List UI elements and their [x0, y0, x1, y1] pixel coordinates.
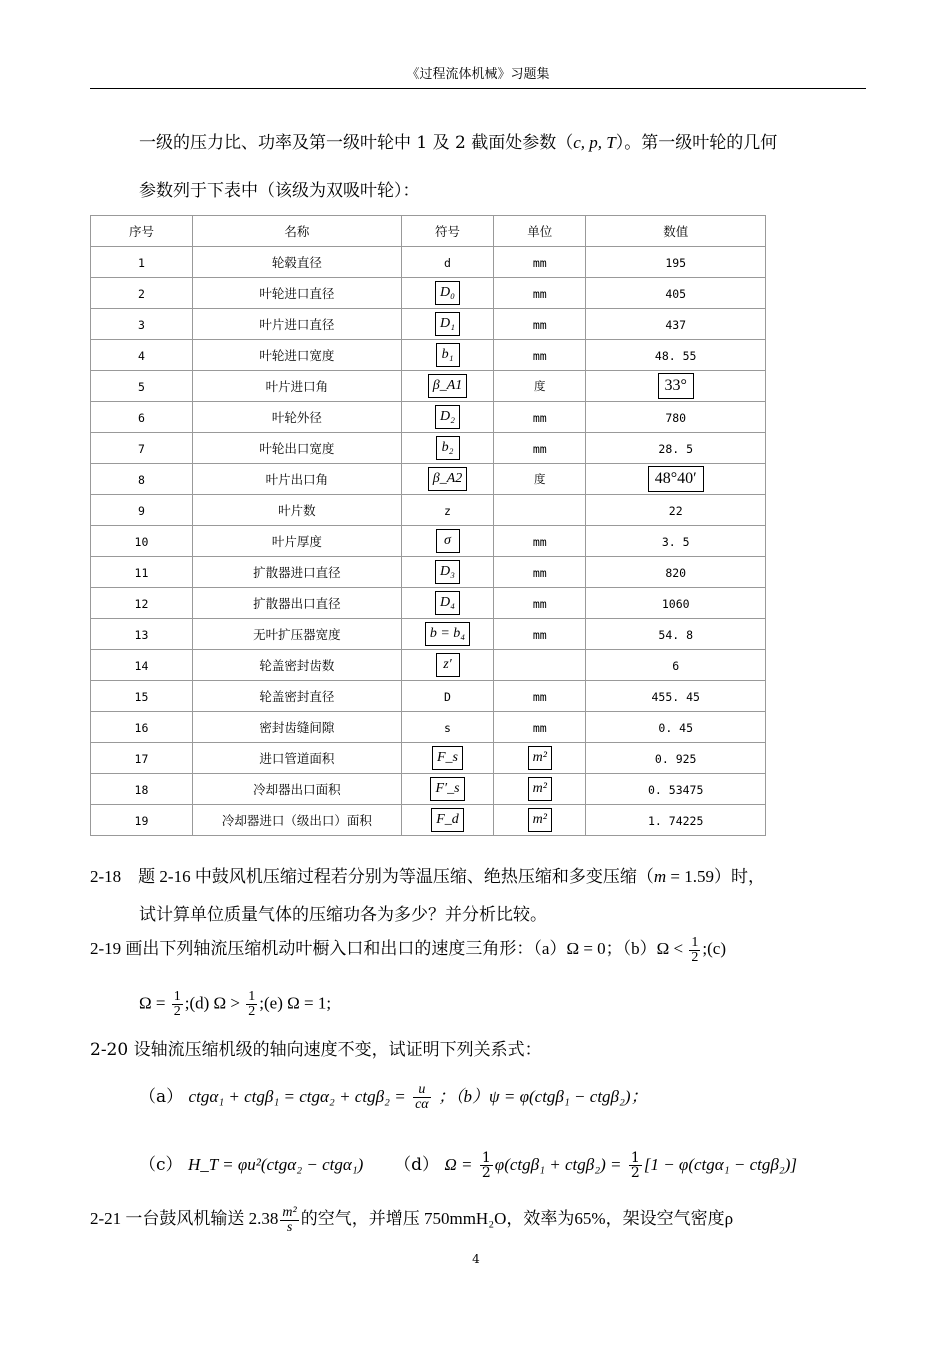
- eq-d-label: （d）: [394, 1155, 440, 1175]
- cell-no: [91, 526, 193, 557]
- cell-symbol-text: D₂: [435, 405, 460, 429]
- eq-d-omega: Ω =: [444, 1155, 473, 1174]
- cell-name: [192, 247, 401, 278]
- cell-symbol-text: b₁: [436, 343, 460, 367]
- cell-name: [192, 557, 401, 588]
- cell-symbol-text: z′: [436, 653, 460, 677]
- cell-symbol: [401, 526, 493, 557]
- cell-name-text: 叶轮出口宽度: [259, 441, 335, 456]
- intro-text-a: 一级的压力比、功率及第一级叶轮中 1 及 2 截面处参数（: [139, 133, 574, 153]
- cell-value-text: 22: [668, 503, 683, 518]
- cell-value: [586, 681, 766, 712]
- table-row: [91, 340, 766, 371]
- cell-no: [91, 774, 193, 805]
- p219-omega-eq: Ω =: [139, 993, 166, 1013]
- cell-name-text: 轮盖密封直径: [259, 689, 335, 704]
- cell-value-text: 48. 55: [654, 348, 697, 363]
- cell-unit: [494, 464, 586, 495]
- table-row: [91, 309, 766, 340]
- cell-unit: [494, 650, 586, 681]
- cell-symbol-text: D: [444, 689, 451, 704]
- cell-symbol: [401, 371, 493, 402]
- p219-text-b: ;(c): [702, 939, 726, 958]
- problem-2-21-line-1: [90, 1204, 733, 1235]
- cell-no-text: 7: [138, 441, 145, 456]
- p221-text-b: 的空气，并增压 750mmH₂O，效率为65%，架设空气密度ρ: [300, 1209, 734, 1228]
- intro-text-b: ）。第一级叶轮的几何: [615, 133, 778, 153]
- cell-symbol: [401, 805, 493, 836]
- p219-text-a: 2-19 画出下列轴流压缩机动叶橱入口和出口的速度三角形：（a）Ω = 0；（b）Ω <: [90, 939, 684, 958]
- cell-no-text: 14: [134, 658, 149, 673]
- cell-symbol-text: D₀: [435, 281, 460, 305]
- cell-symbol: [401, 402, 493, 433]
- cell-name: [192, 433, 401, 464]
- frac-den: 2: [173, 1004, 181, 1019]
- p218-mval: = 1.59: [666, 867, 714, 886]
- cell-unit: [494, 712, 586, 743]
- half-fraction: [689, 936, 700, 965]
- cell-no-text: 12: [134, 596, 149, 611]
- cell-no-text: 18: [134, 782, 149, 797]
- cell-no: [91, 278, 193, 309]
- cell-unit: [494, 495, 586, 526]
- intro-line-1: [139, 128, 777, 153]
- cell-name-text: 冷却器出口面积: [253, 782, 341, 797]
- half-fraction: [246, 990, 257, 1019]
- cell-value-text: 780: [665, 410, 687, 425]
- cell-name-text: 轮毂直径: [271, 255, 322, 270]
- equation-c-d: [139, 1150, 797, 1180]
- cell-symbol: [401, 247, 493, 278]
- cell-name-text: 扩散器进口直径: [253, 565, 341, 580]
- cell-unit: [494, 774, 586, 805]
- cell-no: [91, 247, 193, 278]
- frac-num: m²: [282, 1204, 297, 1220]
- cell-name-text: 叶片进口角: [265, 379, 329, 394]
- cell-no-text: 3: [138, 317, 145, 332]
- eq-c-label: （c）: [139, 1155, 183, 1175]
- table-row: [91, 557, 766, 588]
- cell-name: [192, 650, 401, 681]
- frac-den: s: [286, 1219, 293, 1235]
- eq-b-body: ；（b）ψ = φ(ctgβ₁ − ctgβ₂)；: [438, 1087, 648, 1106]
- cell-no: [91, 309, 193, 340]
- cell-unit: [494, 619, 586, 650]
- cell-name: [192, 464, 401, 495]
- cell-unit: [494, 309, 586, 340]
- cell-symbol: [401, 681, 493, 712]
- problem-2-20-line-1: 2-20 设轴流压缩机级的轴向速度不变，试证明下列关系式：: [90, 1040, 542, 1060]
- cell-name: [192, 681, 401, 712]
- cell-no-text: 4: [138, 348, 145, 363]
- cell-symbol-text: F_d: [431, 808, 464, 832]
- cell-symbol-text: D₁: [435, 312, 460, 336]
- frac-num: u: [413, 1083, 431, 1098]
- cell-unit-text: mm: [532, 565, 547, 580]
- frac-den: 2: [248, 1004, 256, 1019]
- cell-symbol: [401, 464, 493, 495]
- cell-symbol: [401, 309, 493, 340]
- cell-name: [192, 805, 401, 836]
- cell-name-text: 扩散器出口直径: [253, 596, 341, 611]
- cell-value: [586, 278, 766, 309]
- half-fraction: [480, 1151, 493, 1180]
- p219-omega-one: ;(e) Ω = 1;: [259, 993, 332, 1013]
- cell-value: [586, 433, 766, 464]
- table-row: [91, 650, 766, 681]
- cell-unit-text: mm: [532, 348, 547, 363]
- cell-value-text: 1060: [661, 596, 690, 611]
- cell-name: [192, 588, 401, 619]
- cell-no-text: 15: [134, 689, 149, 704]
- cell-no-text: 5: [138, 379, 145, 394]
- cell-name-text: 进口管道面积: [259, 751, 335, 766]
- header-value: 数值: [586, 216, 766, 247]
- table-row: [91, 774, 766, 805]
- cell-unit-text: mm: [532, 627, 547, 642]
- cell-no: [91, 743, 193, 774]
- cell-name: [192, 774, 401, 805]
- cell-symbol-text: σ: [436, 529, 460, 553]
- cell-name: [192, 743, 401, 774]
- cell-value-text: 437: [665, 317, 687, 332]
- table-row: [91, 433, 766, 464]
- cell-unit-text: 度: [534, 472, 546, 486]
- cell-unit: [494, 681, 586, 712]
- cell-name: [192, 340, 401, 371]
- cell-value: [586, 526, 766, 557]
- cell-no-text: 10: [134, 534, 149, 549]
- cell-name: [192, 526, 401, 557]
- cell-no-text: 8: [138, 472, 145, 487]
- table-row: [91, 371, 766, 402]
- cell-value-text: 48°40′: [648, 466, 704, 492]
- eq-a-body: ctgα₁ + ctgβ₁ = ctgα₂ + ctgβ₂ =: [188, 1087, 406, 1106]
- cell-no: [91, 712, 193, 743]
- cell-value-text: 820: [665, 565, 687, 580]
- cell-symbol: [401, 495, 493, 526]
- cell-unit-text: mm: [532, 317, 547, 332]
- table-body: [91, 247, 766, 836]
- cell-value-text: 54. 8: [658, 627, 694, 642]
- cell-no-text: 19: [134, 813, 149, 828]
- cell-no: [91, 433, 193, 464]
- table-row: [91, 588, 766, 619]
- cell-unit-text: mm: [532, 534, 547, 549]
- cell-value-text: 0. 925: [654, 751, 697, 766]
- cell-symbol: [401, 340, 493, 371]
- cell-value-text: 455. 45: [651, 689, 700, 704]
- problem-2-18-line-1: [90, 862, 765, 887]
- p218-text-a: 2-18 题 2-16 中鼓风机压缩过程若分别为等温压缩、绝热压缩和多变压缩（: [90, 867, 654, 886]
- u-over-c-fraction: [413, 1083, 431, 1112]
- cell-no: [91, 371, 193, 402]
- table-row: [91, 464, 766, 495]
- cell-unit-text: m²: [528, 746, 552, 770]
- cell-value: [586, 588, 766, 619]
- cell-value-text: 28. 5: [658, 441, 694, 456]
- cell-unit-text: mm: [532, 720, 547, 735]
- frac-num: 1: [248, 989, 256, 1004]
- cell-symbol: [401, 619, 493, 650]
- eq-a-label: （a）: [139, 1087, 184, 1107]
- cell-value-text: 405: [665, 286, 687, 301]
- p218-text-b: ）时，: [713, 867, 765, 886]
- cell-unit-text: mm: [532, 286, 547, 301]
- cell-value: [586, 712, 766, 743]
- cell-name-text: 叶轮外径: [271, 410, 322, 425]
- cell-no: [91, 650, 193, 681]
- header-unit: 单位: [494, 216, 586, 247]
- cell-value-text: 1. 74225: [648, 813, 704, 828]
- cell-no: [91, 495, 193, 526]
- cell-symbol: [401, 433, 493, 464]
- frac-den: 2: [630, 1165, 640, 1181]
- cell-symbol: [401, 588, 493, 619]
- table-row: [91, 247, 766, 278]
- cell-name: [192, 278, 401, 309]
- cell-no-text: 1: [138, 255, 145, 270]
- cell-unit-text: mm: [532, 596, 547, 611]
- cell-value-text: 33°: [658, 373, 694, 399]
- cell-value: [586, 619, 766, 650]
- cell-name-text: 叶轮进口宽度: [259, 348, 335, 363]
- cell-unit: [494, 805, 586, 836]
- cell-unit: [494, 526, 586, 557]
- cell-name-text: 叶片数: [278, 503, 316, 518]
- cell-symbol-text: b₂: [436, 436, 460, 460]
- equation-a-b: [139, 1082, 648, 1112]
- page-number: 4: [472, 1252, 480, 1266]
- cell-no: [91, 402, 193, 433]
- cell-unit-text: mm: [532, 441, 547, 456]
- frac-den: 2: [481, 1165, 491, 1181]
- cell-unit: [494, 278, 586, 309]
- frac-num: 1: [691, 934, 699, 950]
- cell-no-text: 2: [138, 286, 145, 301]
- cell-symbol: [401, 712, 493, 743]
- cell-unit: [494, 743, 586, 774]
- m2-per-s-fraction: [280, 1206, 298, 1235]
- cell-unit: [494, 247, 586, 278]
- cell-value: [586, 309, 766, 340]
- header-symbol: 符号: [401, 216, 493, 247]
- cell-name-text: 叶轮进口直径: [259, 286, 335, 301]
- table-row: [91, 805, 766, 836]
- table-header-row: [91, 216, 766, 247]
- cell-value-text: 0. 45: [658, 720, 694, 735]
- cell-value-text: 0. 53475: [648, 782, 704, 797]
- cell-symbol: [401, 278, 493, 309]
- problem-2-19-line-2: [139, 990, 331, 1019]
- frac-den: 2: [691, 949, 699, 965]
- cell-value-text: 195: [665, 255, 687, 270]
- half-fraction: [629, 1151, 642, 1180]
- cell-name: [192, 371, 401, 402]
- cell-value: [586, 774, 766, 805]
- cell-unit: [494, 588, 586, 619]
- frac-den: cα: [415, 1097, 429, 1112]
- cell-name: [192, 309, 401, 340]
- cell-symbol-text: s: [444, 720, 451, 735]
- half-fraction: [172, 990, 183, 1019]
- cell-unit-text: m²: [528, 777, 552, 801]
- table-row: [91, 495, 766, 526]
- page-header: 《过程流体机械》习题集: [90, 66, 866, 89]
- header-name: 名称: [192, 216, 401, 247]
- p218-m: m: [653, 867, 667, 886]
- eq-d-mid: φ(ctgβ₁ + ctgβ₂) =: [494, 1155, 622, 1174]
- cell-value-text: 6: [672, 658, 680, 673]
- cell-symbol: [401, 743, 493, 774]
- cell-name: [192, 619, 401, 650]
- cell-unit: [494, 340, 586, 371]
- cell-value: [586, 495, 766, 526]
- cell-unit-text: mm: [532, 689, 547, 704]
- cell-name: [192, 495, 401, 526]
- cell-unit: [494, 557, 586, 588]
- frac-num: 1: [481, 1150, 491, 1166]
- table-row: [91, 743, 766, 774]
- table-row: [91, 712, 766, 743]
- cell-name-text: 叶片出口角: [265, 472, 329, 487]
- cell-unit: [494, 371, 586, 402]
- cell-symbol-text: b = b₄: [425, 622, 470, 646]
- cell-value: [586, 557, 766, 588]
- cell-value: [586, 402, 766, 433]
- cell-unit-text: mm: [532, 255, 547, 270]
- cell-no: [91, 557, 193, 588]
- table-row: [91, 278, 766, 309]
- intro-line-2: 参数列于下表中（该级为双吸叶轮）：: [139, 181, 420, 201]
- p221-text-a: 2-21 一台鼓风机输送 2.38: [90, 1209, 279, 1228]
- frac-num: 1: [173, 989, 181, 1004]
- cell-symbol: [401, 557, 493, 588]
- cell-no-text: 17: [134, 751, 149, 766]
- cell-symbol-text: F′_s: [430, 777, 464, 801]
- cell-no-text: 9: [138, 503, 145, 518]
- cell-symbol-text: z: [444, 503, 451, 518]
- cell-no: [91, 588, 193, 619]
- cell-no: [91, 681, 193, 712]
- table-row: [91, 526, 766, 557]
- cell-no: [91, 340, 193, 371]
- cell-no-text: 13: [134, 627, 149, 642]
- cell-no: [91, 619, 193, 650]
- cell-no-text: 16: [134, 720, 149, 735]
- cell-value: [586, 247, 766, 278]
- cell-unit: [494, 433, 586, 464]
- cell-symbol: [401, 650, 493, 681]
- cell-name-text: 轮盖密封齿数: [259, 658, 335, 673]
- cell-no: [91, 464, 193, 495]
- cell-symbol-text: β_A1: [428, 374, 468, 398]
- cell-symbol-text: β_A2: [428, 467, 468, 491]
- cell-value: [586, 650, 766, 681]
- table-row: [91, 402, 766, 433]
- cell-symbol-text: D₄: [435, 591, 460, 615]
- cell-unit-text: mm: [532, 410, 547, 425]
- intro-vars: c, p, T: [573, 133, 616, 152]
- table-row: [91, 619, 766, 650]
- cell-symbol: [401, 774, 493, 805]
- cell-symbol-text: d: [444, 255, 451, 270]
- cell-value: [586, 743, 766, 774]
- table-row: [91, 681, 766, 712]
- cell-unit: [494, 402, 586, 433]
- problem-2-19-line-1: [90, 934, 726, 965]
- cell-name-text: 叶片进口直径: [259, 317, 335, 332]
- cell-name-text: 密封齿缝间隙: [259, 720, 335, 735]
- problem-2-18-line-2: 试计算单位质量气体的压缩功各为多少？并分析比较。: [139, 905, 547, 925]
- cell-value: [586, 464, 766, 495]
- cell-no-text: 11: [134, 565, 149, 580]
- cell-name: [192, 402, 401, 433]
- cell-symbol-text: F_s: [432, 746, 463, 770]
- parameter-table: [90, 215, 766, 836]
- cell-unit-text: m²: [528, 808, 552, 832]
- header-no: 序号: [91, 216, 193, 247]
- cell-unit-text: 度: [534, 379, 546, 393]
- cell-value: [586, 340, 766, 371]
- cell-no-text: 6: [138, 410, 145, 425]
- cell-name: [192, 712, 401, 743]
- cell-name-text: 冷却器进口（级出口）面积: [221, 813, 372, 828]
- cell-name-text: 无叶扩压器宽度: [253, 627, 341, 642]
- frac-num: 1: [630, 1150, 640, 1166]
- cell-symbol-text: D₃: [435, 560, 460, 584]
- eq-d-end: [1 − φ(ctgα₁ − ctgβ₂)]: [643, 1155, 797, 1174]
- cell-no: [91, 805, 193, 836]
- cell-name-text: 叶片厚度: [271, 534, 322, 549]
- cell-value: [586, 805, 766, 836]
- cell-value: [586, 371, 766, 402]
- p219-omega-gt: ;(d) Ω >: [184, 993, 241, 1013]
- cell-value-text: 3. 5: [661, 534, 690, 549]
- eq-c-body: H_T = φu²(ctgα₂ − ctgα₁): [187, 1155, 364, 1174]
